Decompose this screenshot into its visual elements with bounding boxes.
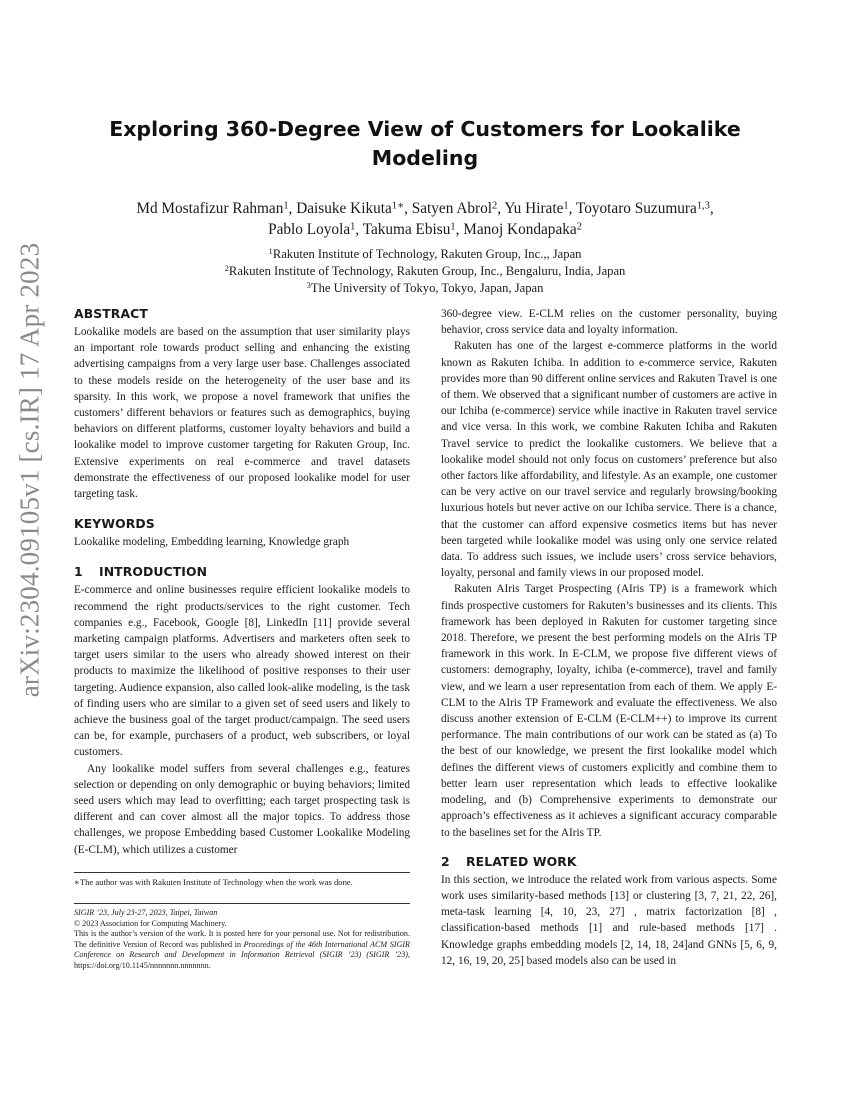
author-list <box>85 198 765 240</box>
abstract-heading: ABSTRACT <box>74 306 148 321</box>
abstract-text: Lookalike models are based on the assumption that user similarity plays an important role towards product selling and enhancing the existing advertising campaigns from a very large user base. Challenges associated to these models reside on the heterogeneity of the user base and its sparsity. In this work, we propose a novel framework that unifies the customers’ different behaviors or features such as demographics, buying behaviors on different platforms, customer loyalty behaviors and build a lookalike model to improve customer targeting for Rakuten Group, Inc. Extensive experiments on real e-commerce and travel datasets demonstrate the effectiveness of our proposed lookalike model for user targeting task. <box>74 326 410 501</box>
intro-paragraph-3: 360-degree view. E-CLM relies on the customer personality, buying behavior, cross service data and loyalty information. <box>441 308 777 337</box>
author-name: Pablo Loyola$^1$, <box>268 221 363 238</box>
affiliation-list <box>85 246 765 297</box>
arxiv-identifier: arXiv:2304.09105v1 [cs.IR] 17 Apr 2023 <box>14 242 45 698</box>
arxiv-side-stamp <box>0 0 60 1100</box>
left-column <box>74 306 410 858</box>
author-footnote: ∗The author was with Rakuten Institute of Technology when the work was done. <box>74 872 410 888</box>
keywords-heading: KEYWORDS <box>74 516 155 532</box>
affiliation-2: $^2$Rakuten Institute of Technology, Rakuten Group, Inc., Bengaluru, India, Japan <box>224 263 626 278</box>
author-name: Satyen Abrol$^2$, <box>411 200 505 217</box>
intro-paragraph-4: Rakuten has one of the largest e-commerce platforms in the world known as Rakuten Ichiba. In addition to e-commerce service, Rakuten provides more than 90 different online services and Rakuten Travel is one of them. We observed that a significant number of customers are active in our Ichiba (e-commerce) service while inactive in Rakuten travel service and vice versa. In this work, we combine Rakuten Ichiba and Rakuten Travel service to predict the lookalike customers. We believe that a lookalike model should not only focus on customers’ preference but also other factors like affordability, and lifestyle. As an example, one customer can be very active on our travel service and regularly browsing/booking luxurious hotels but never active on our Ichiba service. There is a chance, that the customer can afford expensive cosmetics items but has never been targeted while lookalike model was using only one service related data. To address such issues, we include users’ cross service behaviors, loyalty, personal and family views in our proposed model. <box>441 340 777 580</box>
author-name: Toyotaro Suzumura$^{1,3}$, <box>575 200 714 217</box>
author-name: Takuma Ebisu$^1$, <box>362 221 464 238</box>
related-work-heading: 2 RELATED WORK <box>441 853 577 869</box>
related-work-paragraph-1: In this section, we introduce the related work from various aspects. Some work uses similarity-based methods [13] or clustering [3, 7, 21, 22, 26], meta-task learning [4, 10, 23, 27] , matrix factorization [8] , classification-based methods [1] and rule-based methods [17] . Knowledge graphs embedding models [2, 14, 18, 24]and GNNs [5, 6, 9, 12, 16, 19, 20, 25] based models also can be used in <box>441 873 777 967</box>
intro-paragraph-1: E-commerce and online businesses require efficient lookalike models to recommend the right products/services to the right customer. Tech companies e.g., Facebook, Google [8], LinkedIn [11] provide several marketing campaign platforms. Advertisers and marketers often seek to target users similar to the users who already showed interest on their products to maximize the likelihood of positive responses to their user targeting. Audience expansion, also called look-alike modeling, is the task of finding users who are similar to a given set of seed users and likely to achieve the business goal of the target product/campaign. The seed users can be, for example, purchasers of a product, web subscribers, or loyal customers. <box>74 584 410 759</box>
affiliation-3: $^3$The University of Tokyo, Tokyo, Japan, Japan <box>306 280 544 295</box>
copyright-block <box>74 903 410 972</box>
right-column <box>441 306 777 969</box>
introduction-heading: 1 INTRODUCTION <box>74 564 208 580</box>
author-name: Manoj Kondapaka$^2$ <box>463 221 582 238</box>
paper-title: Exploring 360-Degree View of Customers for Lookalike Modeling <box>109 117 741 170</box>
author-line-1 <box>85 198 765 219</box>
author-name: Yu Hirate$^1$, <box>504 200 576 217</box>
author-name: Daisuke Kikuta$^{1∗}$, <box>296 200 412 217</box>
publication-notice: This is the author’s version of the work. It is posted here for your personal use. Not for redistribution. The definitive Version of Record was published in Proceedings of the 46th International ACM SIGIR Conference on Research and Development in Information Retrieval (SIGIR ’23) (SIGIR ’23), https://doi.org/10.1145/nnnnnnn.nnnnnnn. <box>74 929 410 970</box>
author-name: Md Mostafizur Rahman$^1$, <box>136 200 297 217</box>
author-line-2 <box>85 219 765 240</box>
keywords-text: Lookalike modeling, Embedding learning, Knowledge graph <box>74 536 350 549</box>
intro-paragraph-5: Rakuten AIris Target Prospecting (AIris TP) is a framework which finds prospective customers for Rakuten’s businesses and its clients. This framework has been deployed in Rakuten for customer targeting since 2018. Therefore, we present the best performing models on the AIris TP framework in this work. In E-CLM, we propose five different views of customers: demography, loyalty, ichiba (e-commerce), travel and family view, and we learn a user representation from each of them. We apply E-CLM to the AIris TP Framework and evaluate the effectiveness. We also discuss another extension of E-CLM (E-CLM++) to improve its current performance. The main contributions of our work can be stated as (a) To the best of our knowledge, we present the first lookalike model which defines the different views of customers explicitly and combine them to better learn user representation which leads to effective lookalike modeling, and (b) Comprehensive experiments to demonstrate our approach’s effectiveness as it achieves a significant accuracy comparable to the baselines set for the AIris TP. <box>441 583 777 839</box>
venue-line: SIGIR ’23, July 23-27, 2023, Taipei, Taiwan <box>74 908 218 917</box>
copyright-line: © 2023 Association for Computing Machinery. <box>74 918 227 928</box>
intro-paragraph-2: Any lookalike model suffers from several challenges e.g., features selection or depending on only demographic or buying behaviors; limited seed users which may lead to overfitting; each target prospecting task is different and can cover almost all the major topics. To address those challenges, we propose Embedding based Customer Lookalike Modeling (E-CLM), which utilizes a customer <box>74 762 410 856</box>
affiliation-1: $^1$Rakuten Institute of Technology, Rakuten Group, Inc.,, Japan <box>268 246 582 261</box>
